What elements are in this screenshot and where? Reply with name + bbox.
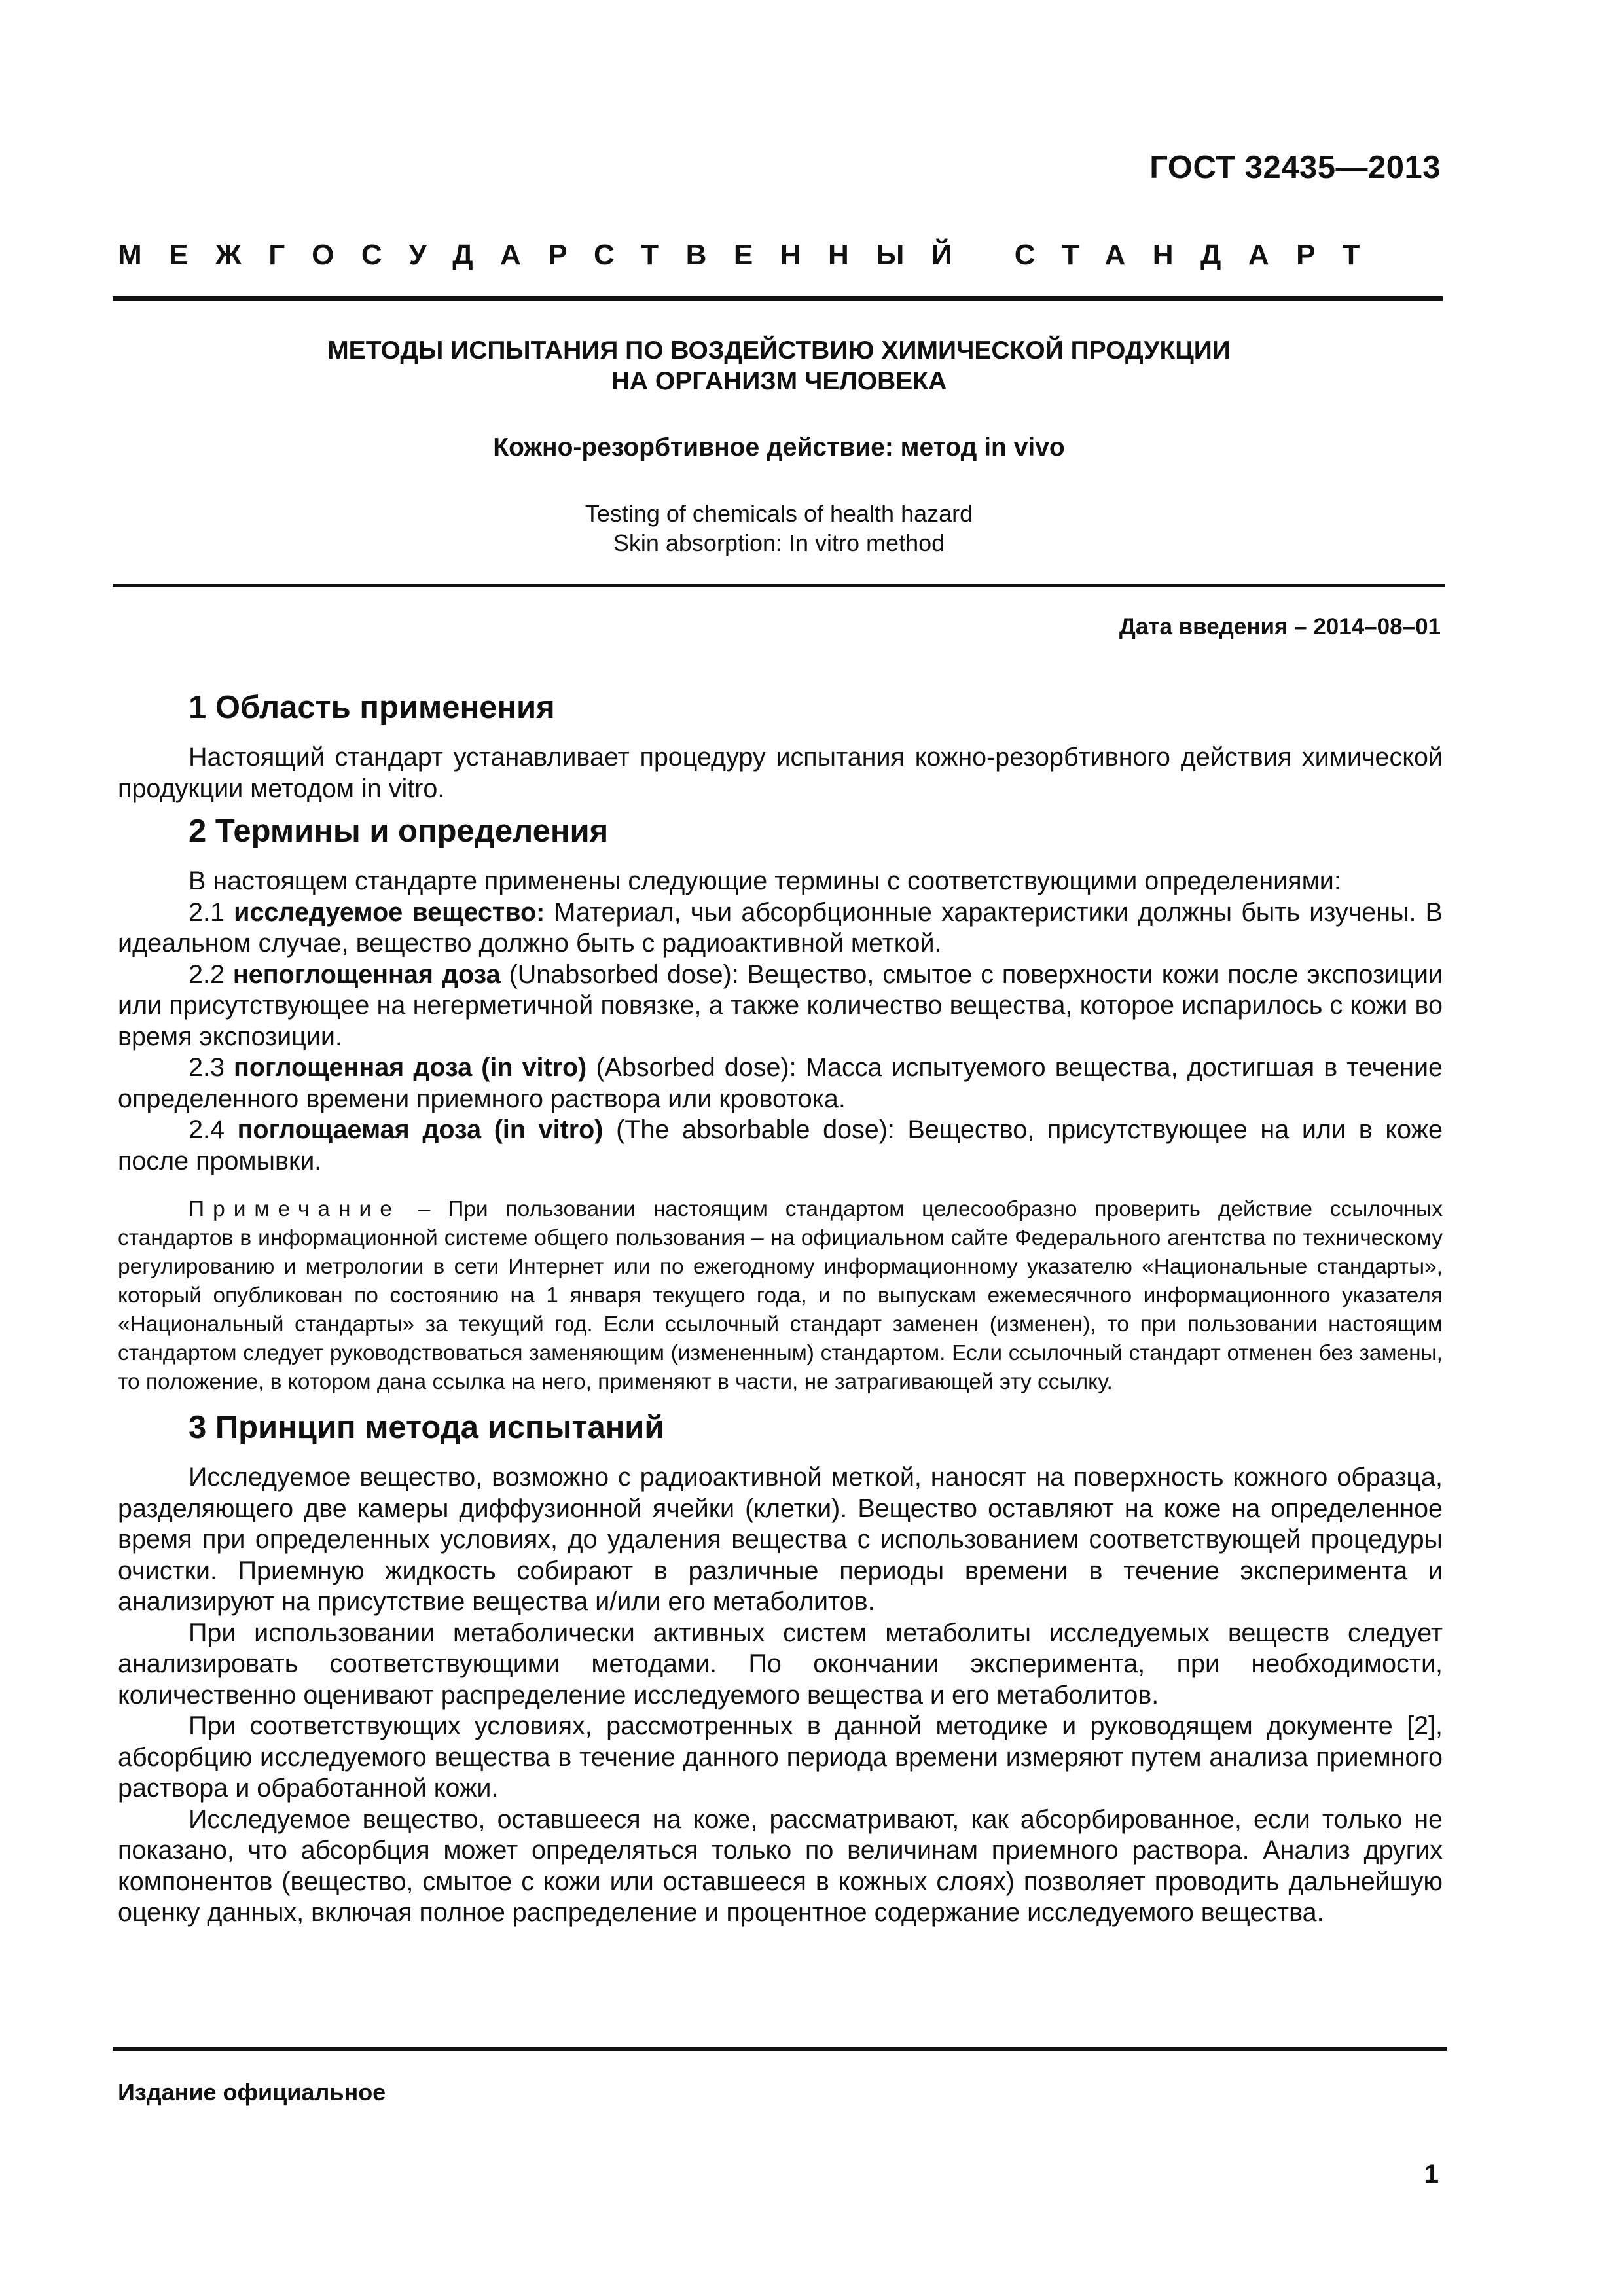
term-2-4	[118, 1115, 1443, 1177]
introduction-date: Дата введения – 2014–08–01	[1119, 614, 1441, 639]
term-2-3	[118, 1052, 1443, 1115]
term-name: поглощенная доза (in vitro)	[234, 1053, 587, 1082]
term-2-2	[118, 960, 1443, 1053]
section-3-paragraph-4: Исследуемое вещество, оставшееся на коже, рассматривают, как абсорбированное, если только не показано, что абсорбция может определяться только по величинам приемного раствора. Анализ других компонентов (вещество, смытое с кожи или оставшееся в кожных слоях) позволяет проводить дальнейшую оценку данных, включая полное распределение и процентное содержание исследуемого вещества.	[118, 1804, 1443, 1927]
title-line-1: МЕТОДЫ ИСПЫТАНИЯ ПО ВОЗДЕЙСТВИЮ ХИМИЧЕСКОЙ ПРОДУКЦИИ	[327, 336, 1231, 365]
section-3-paragraph-3: При соответствующих условиях, рассмотренных в данной методике и руководящем документе [2], абсорбцию исследуемого вещества в течение данного периода времени измеряют путем анализа приемного раствора и обработанной кожи.	[118, 1712, 1443, 1803]
term-name: исследуемое вещество:	[234, 897, 545, 927]
term-definition: (Absorbed dose): Масса испытуемого вещества, достигшая в течение определенного времени приемного раствора или кровотока.	[118, 1053, 1443, 1113]
term-number: 2.2	[189, 960, 233, 989]
english-title-line-2: Skin absorption: In vitro method	[613, 529, 945, 556]
top-divider	[113, 296, 1443, 301]
document-body	[118, 681, 1443, 1929]
term-definition: (Unabsorbed dose): Вещество, смытое с поверхности кожи после экспозиции или присутствующее на негерметичной повязке, а также количество вещества, которое испарилось с кожи во время экспозиции.	[118, 960, 1443, 1051]
term-name: поглощаемая доза (in vitro)	[237, 1115, 604, 1144]
page-number: 1	[1424, 2160, 1439, 2189]
section-1-heading: 1 Область применения	[189, 690, 555, 725]
title-divider	[113, 584, 1445, 587]
term-definition: (The absorbable dose): Вещество, присутствующее на или в коже после промывки.	[118, 1115, 1443, 1175]
term-2-1	[118, 897, 1443, 960]
english-title	[113, 499, 1445, 558]
document-title	[113, 335, 1445, 397]
document-subtitle: Кожно-резорбтивное действие: метод in vivo	[493, 433, 1065, 461]
section-2-intro: В настоящем стандарте применены следующие термины с соответствующими определениями:	[189, 867, 1341, 895]
english-title-line-1: Testing of chemicals of health hazard	[585, 500, 973, 527]
term-name: непоглощенная доза	[232, 960, 501, 989]
section-3-paragraph-2: При использовании метаболически активных систем метаболиты исследуемых веществ следует анализировать соответствующими методами. По окончании эксперимента, при необходимости, количественно оценивают распределение исследуемого вещества и его метаболитов.	[118, 1618, 1443, 1710]
note-paragraph	[118, 1195, 1443, 1397]
section-3-paragraph-1: Исследуемое вещество, возможно с радиоактивной меткой, наносят на поверхность кожного образца, разделяющего две камеры диффузионной ячейки (клетки). Вещество оставляют на коже на определенное время при определенных условиях, до удаления вещества с использованием соответствующей процедуры очистки. Приемную жидкость собирают в различные периоды времени в течение эксперимента и анализируют на присутствие вещества и/или его метаболитов.	[118, 1463, 1443, 1616]
official-edition-label: Издание официальное	[118, 2079, 386, 2106]
section-1-paragraph: Настоящий стандарт устанавливает процедуру испытания кожно-резорбтивного действия химической продукции методом in vitro.	[118, 743, 1443, 803]
term-definition: Материал, чьи абсорбционные характеристики должны быть изучены. В идеальном случае, вещество должно быть с радиоактивной меткой.	[118, 897, 1443, 958]
note-text: – При пользовании настоящим стандартом целесообразно проверить действие ссылочных стандартов в информационной системе общего пользования – на официальном сайте Федерального агентства по техническому регулированию и метрологии в сети Интернет или по ежегодному информационному указателю «Национальные стандарты», который опубликован по состоянию на 1 января текущего года, и по выпускам ежемесячного информационного указателя «Национальный стандарты» за текущий год. Если ссылочный стандарт заменен (изменен), то при пользовании настоящим стандартом следует руководствоваться заменяющим (измененным) стандартом. Если ссылочный стандарт отменен без замены, то положение, в котором дана ссылка на него, применяют в части, не затрагивающей эту ссылку.	[118, 1197, 1443, 1394]
note-label: Примечание	[189, 1197, 401, 1221]
term-number: 2.1	[189, 897, 234, 927]
standard-type-heading: МЕЖГОСУДАРСТВЕННЫЙ СТАНДАРТ	[118, 239, 1387, 271]
term-number: 2.4	[189, 1115, 238, 1144]
standard-number: ГОСТ 32435—2013	[1149, 150, 1441, 185]
title-line-2: НА ОРГАНИЗМ ЧЕЛОВЕКА	[611, 367, 947, 395]
term-number: 2.3	[189, 1053, 234, 1082]
section-2-heading: 2 Термины и определения	[189, 814, 609, 849]
section-3-heading: 3 Принцип метода испытаний	[189, 1410, 664, 1445]
footer-divider	[113, 2047, 1447, 2051]
